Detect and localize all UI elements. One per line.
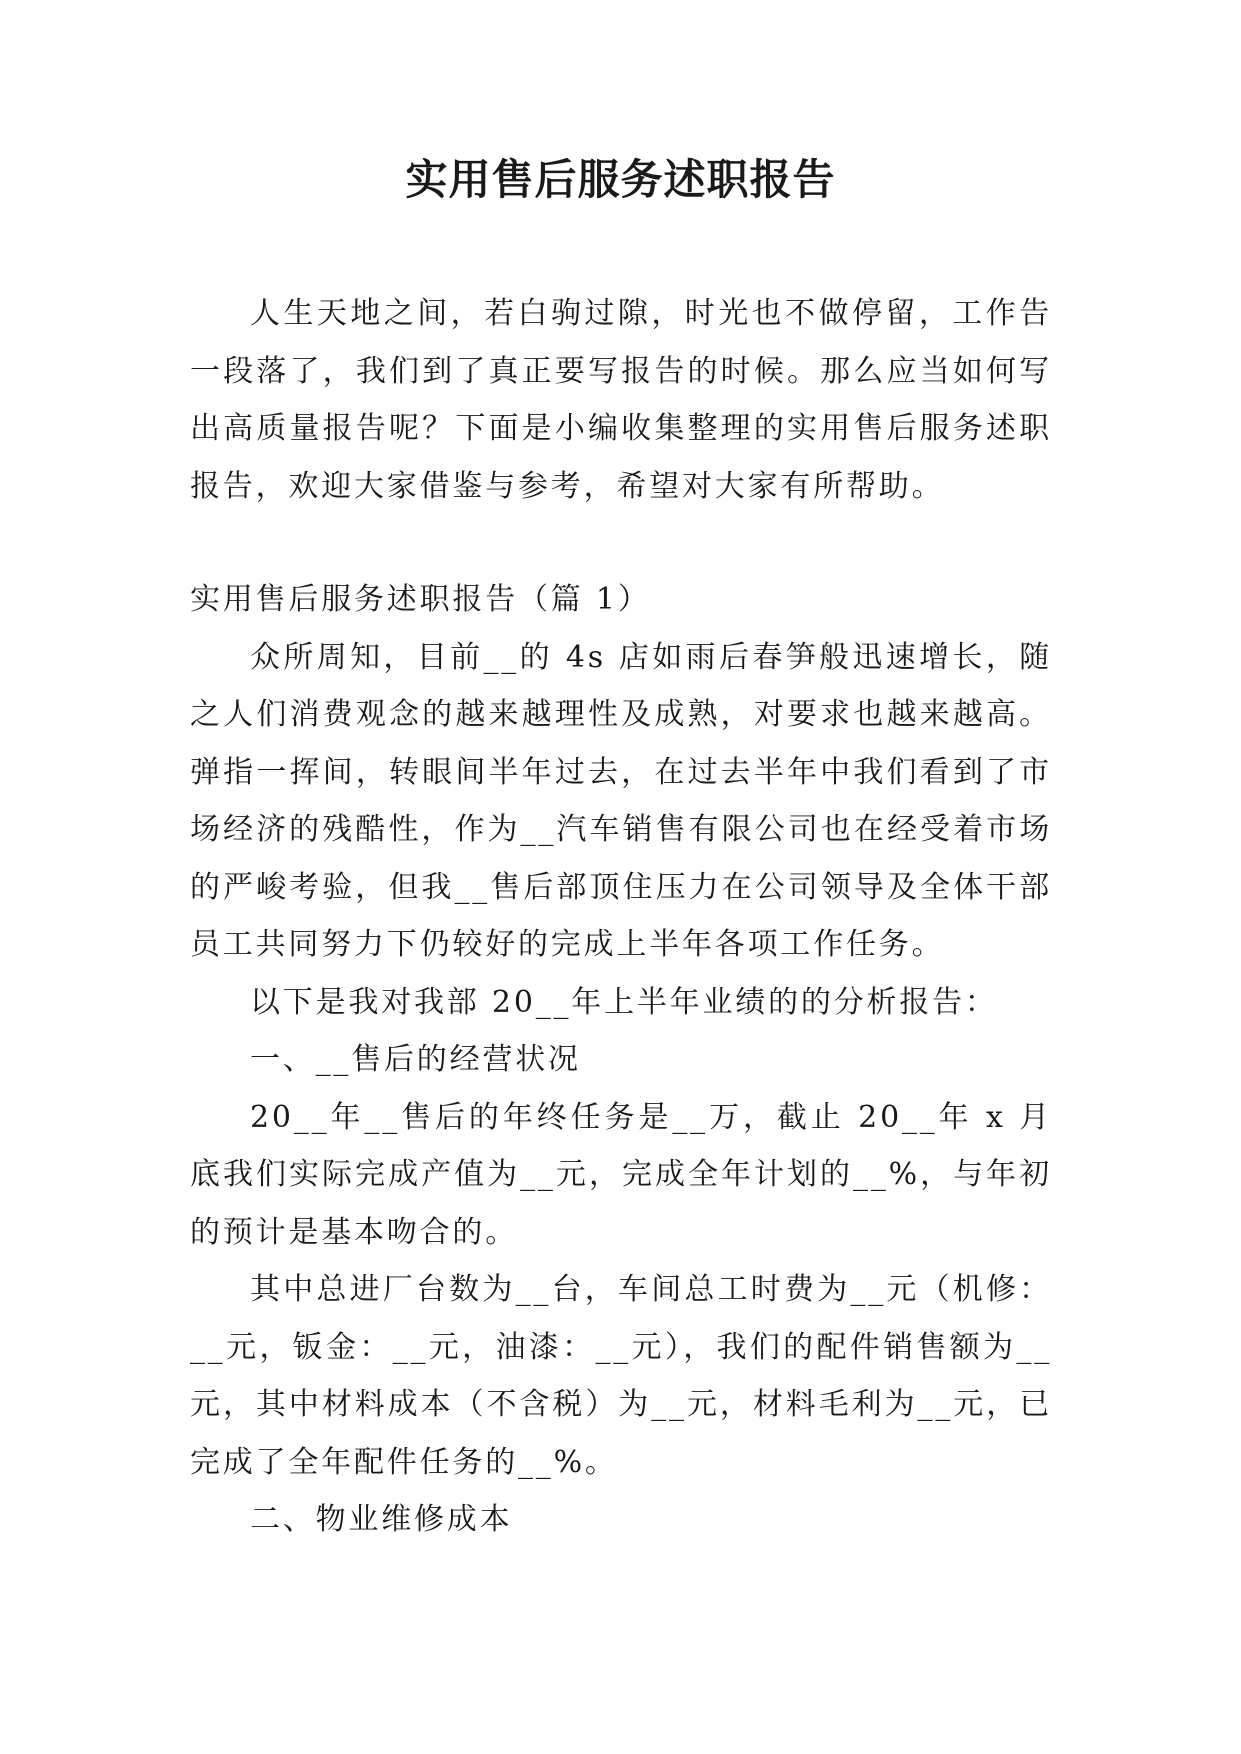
paragraph-report-intro: 以下是我对我部 20__年上半年业绩的的分析报告： bbox=[250, 984, 998, 1020]
document-title: 实用售后服务述职报告 bbox=[405, 155, 836, 204]
paragraph-breakdown: 其中总进厂台数为__台，车间总工时费为__元（机修：__元，钣金：__元，油漆：__元），我们的配件销售额为__元，其中材料成本（不含税）为__元，材料毛利为__元，已完成了全年配件任务的__%。 bbox=[190, 1272, 1052, 1480]
heading-business-status: 一、__售后的经营状况 bbox=[250, 1042, 581, 1077]
document-body bbox=[190, 285, 1052, 1549]
heading-maintenance-cost: 二、物业维修成本 bbox=[250, 1502, 513, 1537]
paragraph-market-overview: 众所周知，目前__的 4s 店如雨后春笋般迅速增长，随之人们消费观念的越来越理性及成熟，对要求也越来越高。弹指一挥间，转眼间半年过去，在过去半年中我们看到了市场经济的残酷性，作为__汽车销售有限公司也在经受着市场的严峻考验，但我__售后部顶住压力在公司领导及全体干部员工共同努力下仍较好的完成上半年各项工作任务。 bbox=[190, 639, 1052, 962]
intro-paragraph: 人生天地之间，若白驹过隙，时光也不做停留，工作告一段落了，我们到了真正要写报告的时候。那么应当如何写出高质量报告呢？下面是小编收集整理的实用售后服务述职报告，欢迎大家借鉴与参考，希望对大家有所帮助。 bbox=[190, 296, 1052, 504]
section-title: 实用售后服务述职报告（篇 1） bbox=[190, 582, 651, 617]
paragraph-annual-target: 20__年__售后的年终任务是__万，截止 20__年 x 月底我们实际完成产值为__元，完成全年计划的__%，与年初的预计是基本吻合的。 bbox=[190, 1099, 1052, 1250]
